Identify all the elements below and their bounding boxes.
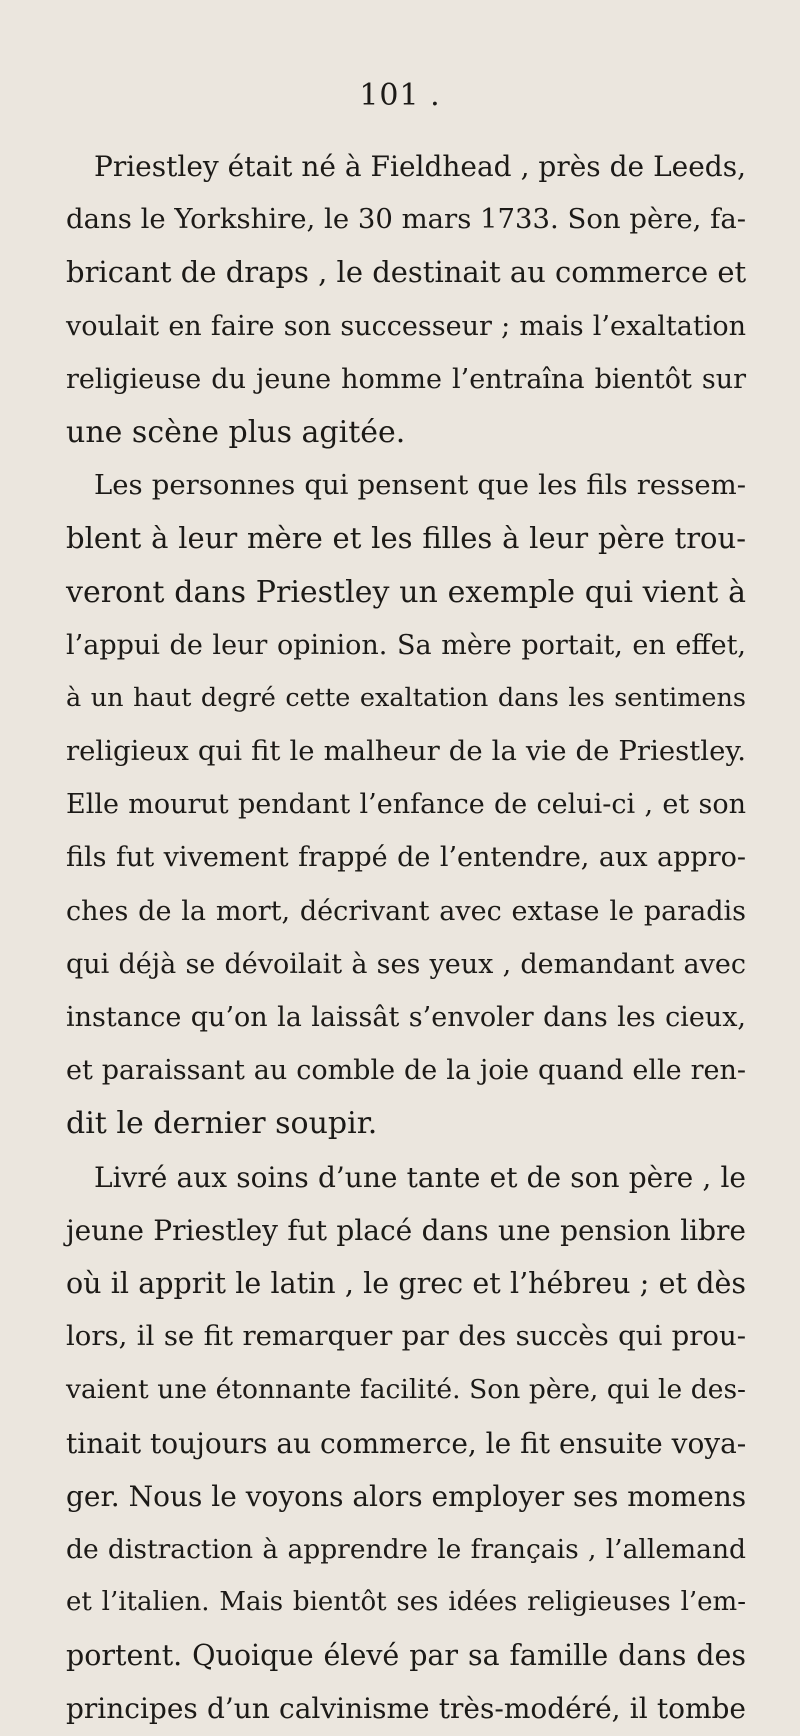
text-line: l’appui de leur opinion. Sa mère portait, en effet, [66, 629, 746, 661]
text-line: à un haut degré cette exaltation dans les sentimens [66, 682, 746, 713]
text-line: dans le Yorkshire, le 30 mars 1733. Son père, fa- [66, 203, 747, 236]
text-line: veront dans Priestley un exemple qui vient à [66, 574, 746, 610]
text-line: blent à leur mère et les filles à leur père trou- [66, 521, 746, 556]
text-line: Livré aux soins d’une tante et de son père , le [94, 1160, 746, 1194]
text-line: dit le dernier soupir. [66, 1106, 378, 1142]
text-line: religieux qui fit le malheur de la vie de Priestley. [66, 735, 746, 768]
text-line: voulait en faire son successeur ; mais l’exaltation [66, 310, 746, 342]
text-line: où il apprit le latin , le grec et l’hébreu ; et dès [66, 1266, 746, 1300]
text-line: portent. Quoique élevé par sa famille dans des [66, 1639, 746, 1673]
text-line: principes d’un calvinisme très-modéré, il tombe [66, 1692, 746, 1726]
text-line: Les personnes qui pensent que les fils ressem- [94, 469, 746, 502]
text-line: vaient une étonnante facilité. Son père, qui le des- [66, 1374, 746, 1406]
page-number: 101 . [359, 78, 441, 113]
text-line: fils fut vivement frappé de l’entendre, aux appro- [66, 842, 746, 874]
text-line: bricant de draps , le destinait au commerce et [66, 255, 747, 290]
text-line: instance qu’on la laissât s’envoler dans les cieux, [66, 1002, 746, 1033]
text-line: et l’italien. Mais bientôt ses idées religieuses l’em- [66, 1587, 746, 1618]
text-line: une scène plus agitée. [66, 414, 406, 450]
text-line: Priestley était né à Fieldhead , près de Leeds, [94, 150, 746, 183]
text-line: qui déjà se dévoilait à ses yeux , demandant avec [66, 948, 746, 980]
text-line: jeune Priestley fut placé dans une pension libre [66, 1213, 746, 1247]
text-line: ches de la mort, décrivant avec extase le paradis [66, 895, 746, 927]
text-line: tinait toujours au commerce, le fit ensuite voya- [66, 1426, 747, 1460]
text-line: lors, il se fit remarquer par des succès qui prou- [66, 1320, 746, 1353]
body-text [66, 140, 746, 1736]
text-line: ger. Nous le voyons alors employer ses momens [66, 1479, 747, 1513]
text-line: Elle mourut pendant l’enfance de celui-ci , et son [66, 789, 746, 821]
text-line: religieuse du jeune homme l’entraîna bientôt sur [66, 363, 746, 395]
text-line: de distraction à apprendre le français , l’allemand [66, 1533, 746, 1565]
text-line: et paraissant au comble de la joie quand elle ren- [66, 1055, 746, 1087]
